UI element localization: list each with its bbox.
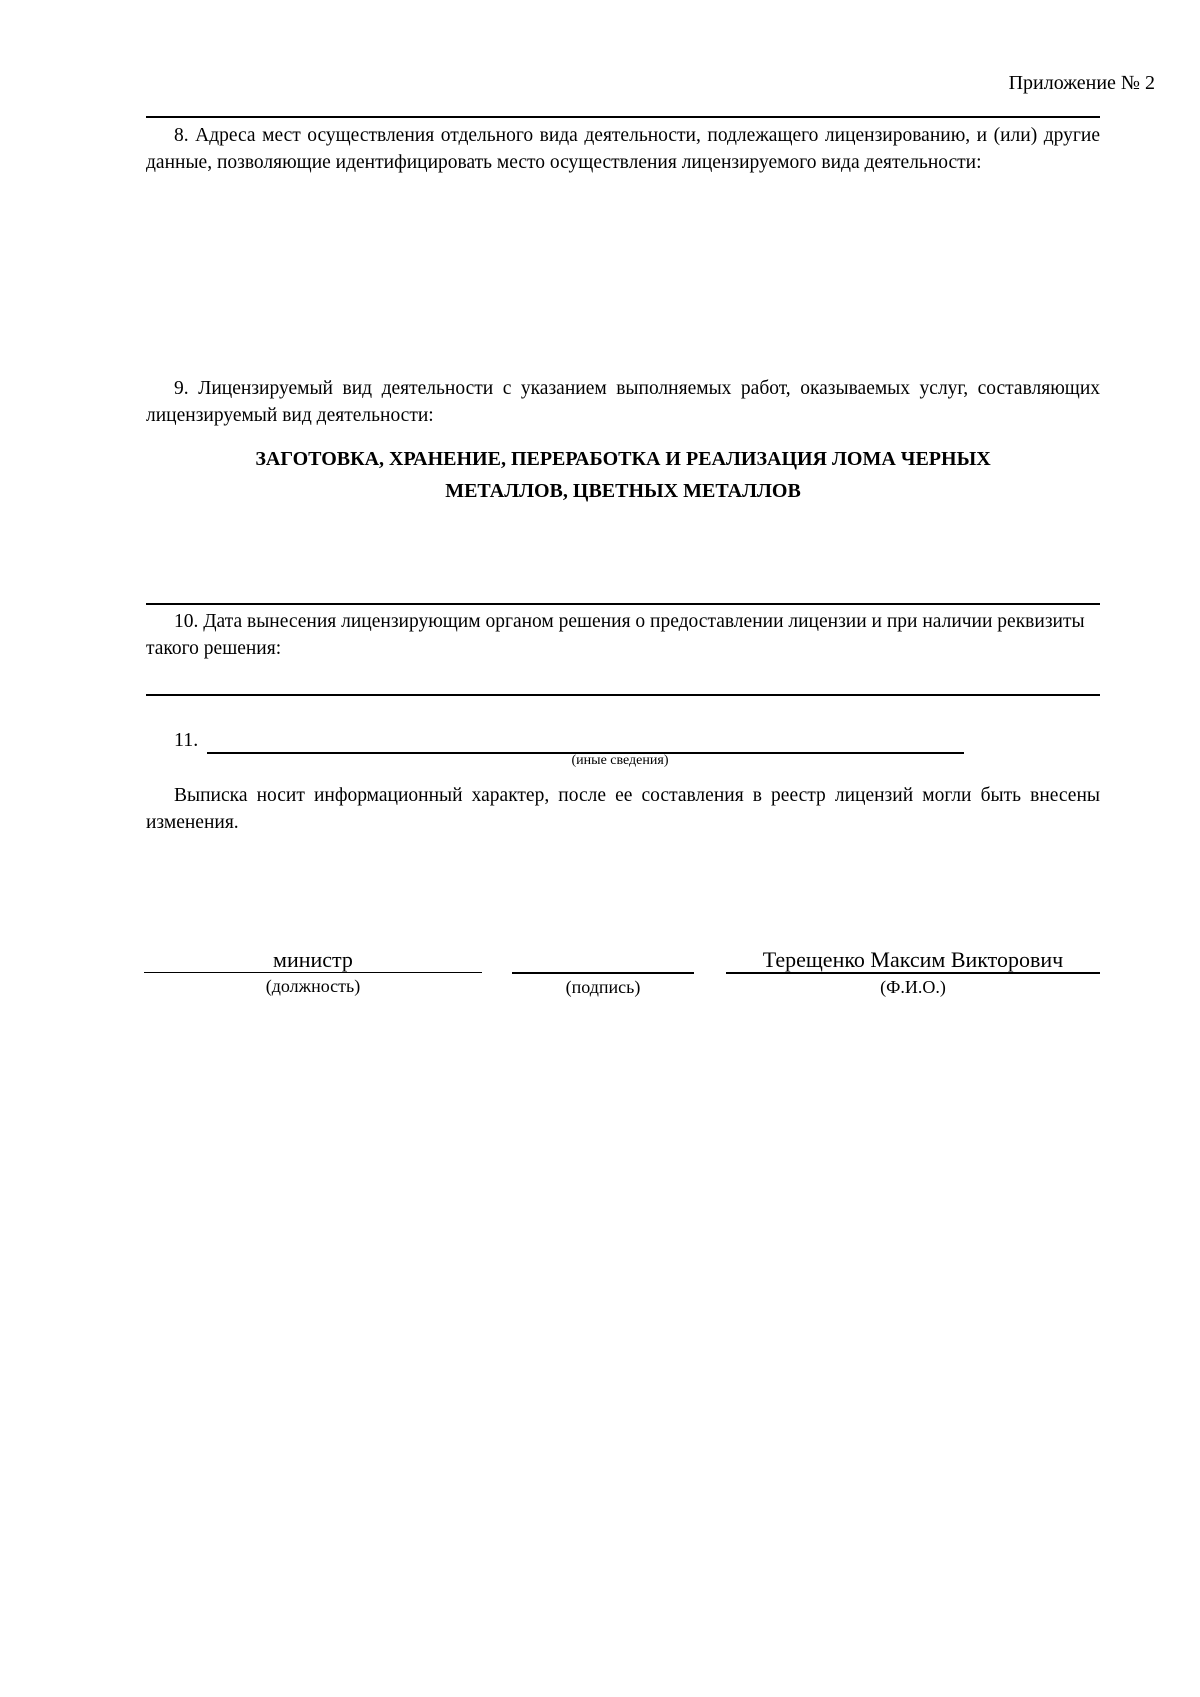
full-name-value: Терещенко Максим Викторович [762,947,1064,972]
section-divider [146,694,1100,696]
position-caption: (должность) [265,976,361,996]
item-11-caption: (иные сведения) [571,753,669,768]
signature-line [512,972,694,974]
licensed-activity-line-2: МЕТАЛЛОВ, ЦВЕТНЫХ МЕТАЛЛОВ [445,480,801,502]
item-10-text: 10. Дата вынесения лицензирующим органом решения о предоставлении лицензии и при наличии реквизиты такого решения: [146,611,1085,659]
position-field [144,948,482,997]
signature-field [512,948,694,998]
section-divider [146,116,1100,118]
notice-text: Выписка носит информационный характер, после ее составления в реестр лицензий могли быть внесены изменения. [146,785,1100,833]
signature-value [512,948,694,972]
appendix-label: Приложение № 2 [1008,72,1155,94]
section-divider [146,603,1100,605]
item-8-text: 8. Адреса мест осуществления отдельного вида деятельности, подлежащего лицензированию, и (или) другие данные, позволяющие идентифицировать место осуществления лицензируемого вида деятельности: [146,125,1100,173]
signature-caption: (подпись) [565,977,641,997]
full-name-field [726,948,1100,998]
item-11-number: 11. [174,729,199,751]
full-name-line [726,972,1100,974]
position-line [144,972,482,973]
position-value: министр [273,947,353,972]
item-9-text: 9. Лицензируемый вид деятельности с указанием выполняемых работ, оказываемых услуг, составляющих лицензируемый вид деятельности: [146,378,1100,426]
full-name-caption: (Ф.И.О.) [880,977,946,997]
licensed-activity-line-1: ЗАГОТОВКА, ХРАНЕНИЕ, ПЕРЕРАБОТКА И РЕАЛИЗАЦИЯ ЛОМА ЧЕРНЫХ [255,448,991,470]
